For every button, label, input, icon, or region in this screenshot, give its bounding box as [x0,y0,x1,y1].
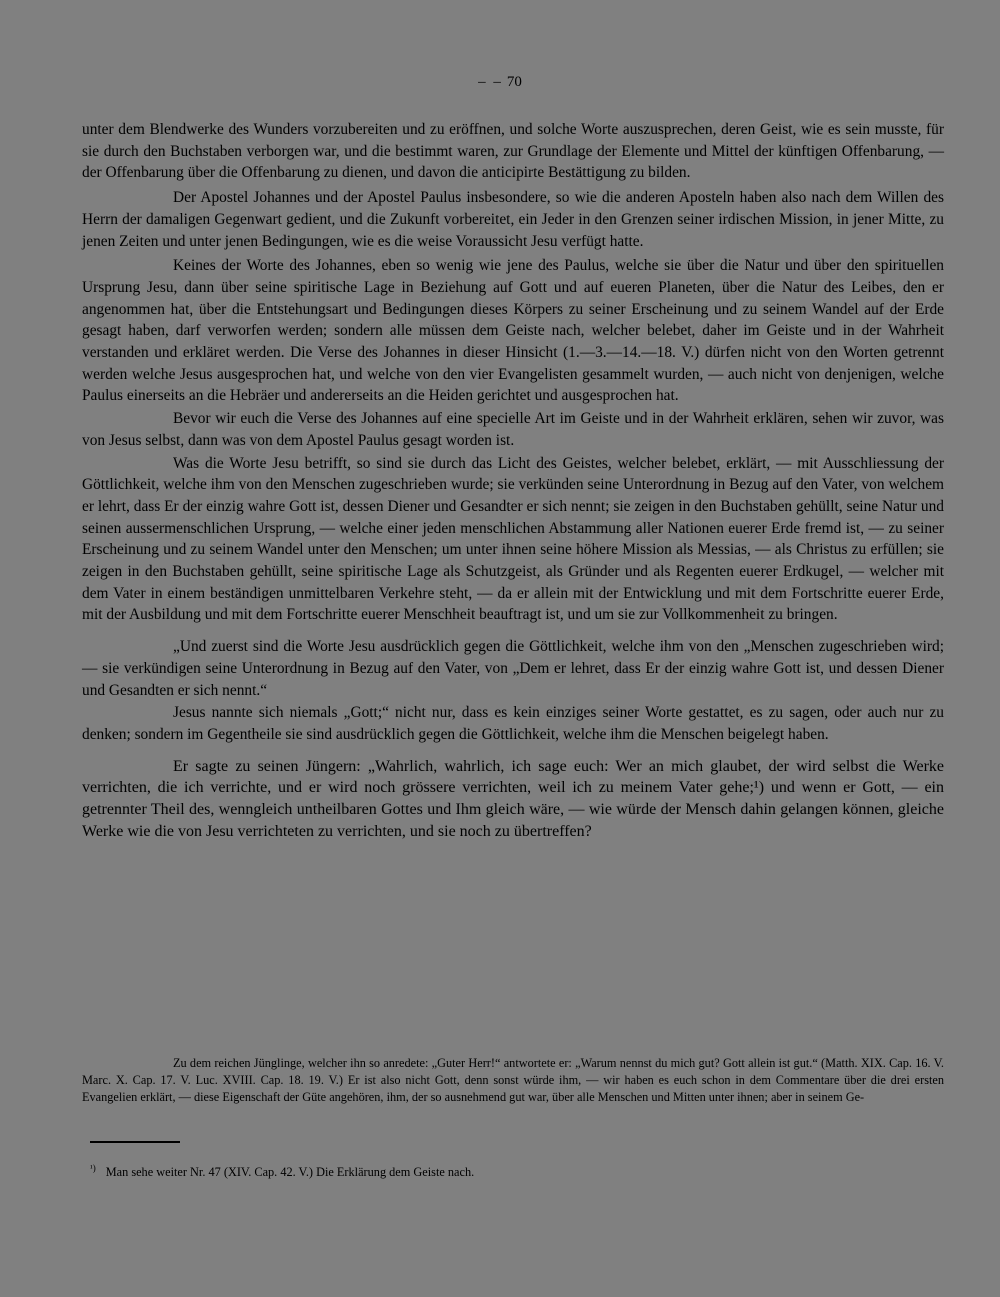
body-text [82,119,944,844]
small-print-note: Zu dem reichen Jünglinge, welcher ihn so anredete: „Guter Herr!“ antwortete er: „Warum nennst du mich gut? Gott allein ist gut.“ (Matth. XIX. Cap. 16. V. Marc. X. Cap. 17. V. Luc. XVIII. Cap. 18. 19. V.) Er ist also nicht Gott, denn sonst würde ihm, — wir haben es euch schon in dem Commentare über die drei ersten Evangelien erklärt, — diese Eigenschaft der Güte angehören, ihm, der so ausnehmend gut war, über alle Menschen und Mitten unter ihnen; aber in seinem Ge- [82,1056,944,1105]
paragraph-5: Was die Worte Jesu betrifft, so sind sie durch das Licht des Geistes, welcher belebet, erklärt, — mit Ausschliessung der Göttlichkeit, welche ihm von den Menschen zugeschrieben wurde; sie verkünden seine Unterordnung in Bezug auf den Vater, von welchem er lehrt, dass Er der einzig wahre Gott ist, dessen Diener und Gesandter er sich nennt; sie zeigen in den Buchstaben gehüllt, seine Natur und seinen aussermenschlichen Ursprung, — welche einer jeden menschlichen Abstammung aller Nationen euerer Erde fremd ist, — zu seiner Erscheinung und zu seinem Wandel unter den Menschen; um unter ihnen seine höhere Mission als Messias, — als Christus zu erfüllen; sie zeigen in den Buchstaben gehüllt, seine spiritische Lage als Schutzgeist, als Gründer und als Regenten euerer Erdkugel, — welcher mit dem Vater in einem beständigen unmittelbaren Verkehre steht, — da er allein mit der Entwicklung und mit dem Fortschritte euerer Erde, mit der Ausbildung und mit dem Fortschritte euerer Menschheit beauftragt ist, und um sie zur Vollkommenheit zu bringen. [82,454,944,624]
paragraph-2: Der Apostel Johannes und der Apostel Paulus insbesondere, so wie die anderen Aposteln haben also nach dem Willen des Herrn der damaligen Gegenwart gedient, und die Zukunft vorbereitet, ein Jeder in den Grenzen seiner irdischen Mission, in jener Mitte, zu jenen Zeiten und unter jenen Bedingungen, wie es die weise Voraussicht Jesu verfügt hatte. [82,189,944,250]
footnote-text: Man sehe weiter Nr. 47 (XIV. Cap. 42. V.) Die Erklärung dem Geiste nach. [105,1165,475,1180]
paragraph-8: Er sagte zu seinen Jüngern: „Wahrlich, wahrlich, ich sage euch: Wer an mich glaubet, der wird selbst die Werke verrichten, die ich verrichte, und er wird noch grössere verrichten, weil ich zu meinem Vater gehe;¹) und wenn er Gott, — ein getrennter Theil des, wenngleich untheilbaren Gottes und Ihm gleich wäre, — wie würde der Mensch dahin gelangen können, gleiche Werke wie die von Jesu verrichteten zu verrichten, und sie noch zu übertreffen? [82,757,944,840]
paragraph-1: unter dem Blendwerke des Wunders vorzubereiten und zu eröffnen, und solche Worte auszusprechen, deren Geist, wie es sein musste, für sie durch den Buchstaben verborgen war, und die bestimmt waren, zur Grundlage der Elemente und Mittel der künftigen Offenbarung, — der Offenbarung über die Offenbarung zu dienen, und davon die anticipirte Bestättigung zu bilden. [82,121,944,182]
footnote [90,1160,940,1181]
paragraph-7: Jesus nannte sich niemals „Gott;“ nicht nur, dass es kein einziges seiner Worte gestattet, es zu sagen, oder auch nur zu denken; sondern im Gegentheile sie sind ausdrücklich gegen die Göttlichkeit, welche ihm die Menschen beigelegt haben. [82,704,944,743]
quote-paragraph: „Und zuerst sind die Worte Jesu ausdrücklich gegen die Göttlichkeit, welche ihm von den „Menschen zugeschrieben wird; — sie verkündigen seine Unterordnung in Bezug auf den Vater, von „Dem er lehret, dass Er der einzig wahre Gott ist, und dessen Diener und Gesandten er sich nennt.“ [82,638,944,699]
paragraph-3: Keines der Worte des Johannes, eben so wenig wie jene des Paulus, welche sie über die Natur und über den spirituellen Ursprung Jesu, dann über seine spiritische Lage in Beziehung auf Gott und auf eueren Planeten, über die Natur des Leibes, den er angenommen hat, über die Entstehungsart und Bedingungen dieses Körpers zu seiner Erscheinung und zu seinem Wandel auf der Erde gesagt haben, darf verworfen werden; sondern alle müssen dem Geiste nach, welcher belebet, daher im Geiste und in der Wahrheit verstanden und erkläret werden. Die Verse des Johannes in dieser Hinsicht (1.—3.—14.—18. V.) dürfen nicht von den Worten getrennt werden welche Jesus ausgesprochen hat, und welche von den vier Evangelisten gesammelt wurden, — auch nicht von denjenigen, welche Paulus einerseits an die Hebräer und andererseits an die Heiden gerichtet und ausgesprochen hat. [82,257,944,405]
footnote-divider [90,1141,180,1143]
paragraph-4: Bevor wir euch die Verse des Johannes auf eine specielle Art im Geiste und in der Wahrheit erklären, sehen wir zuvor, was von Jesus selbst, dann was von dem Apostel Paulus gesagt worden ist. [82,410,944,449]
page-number: – – 70 [478,74,522,90]
footnote-marker: ¹) [90,1163,96,1173]
page-number-value: 70 [506,74,522,90]
